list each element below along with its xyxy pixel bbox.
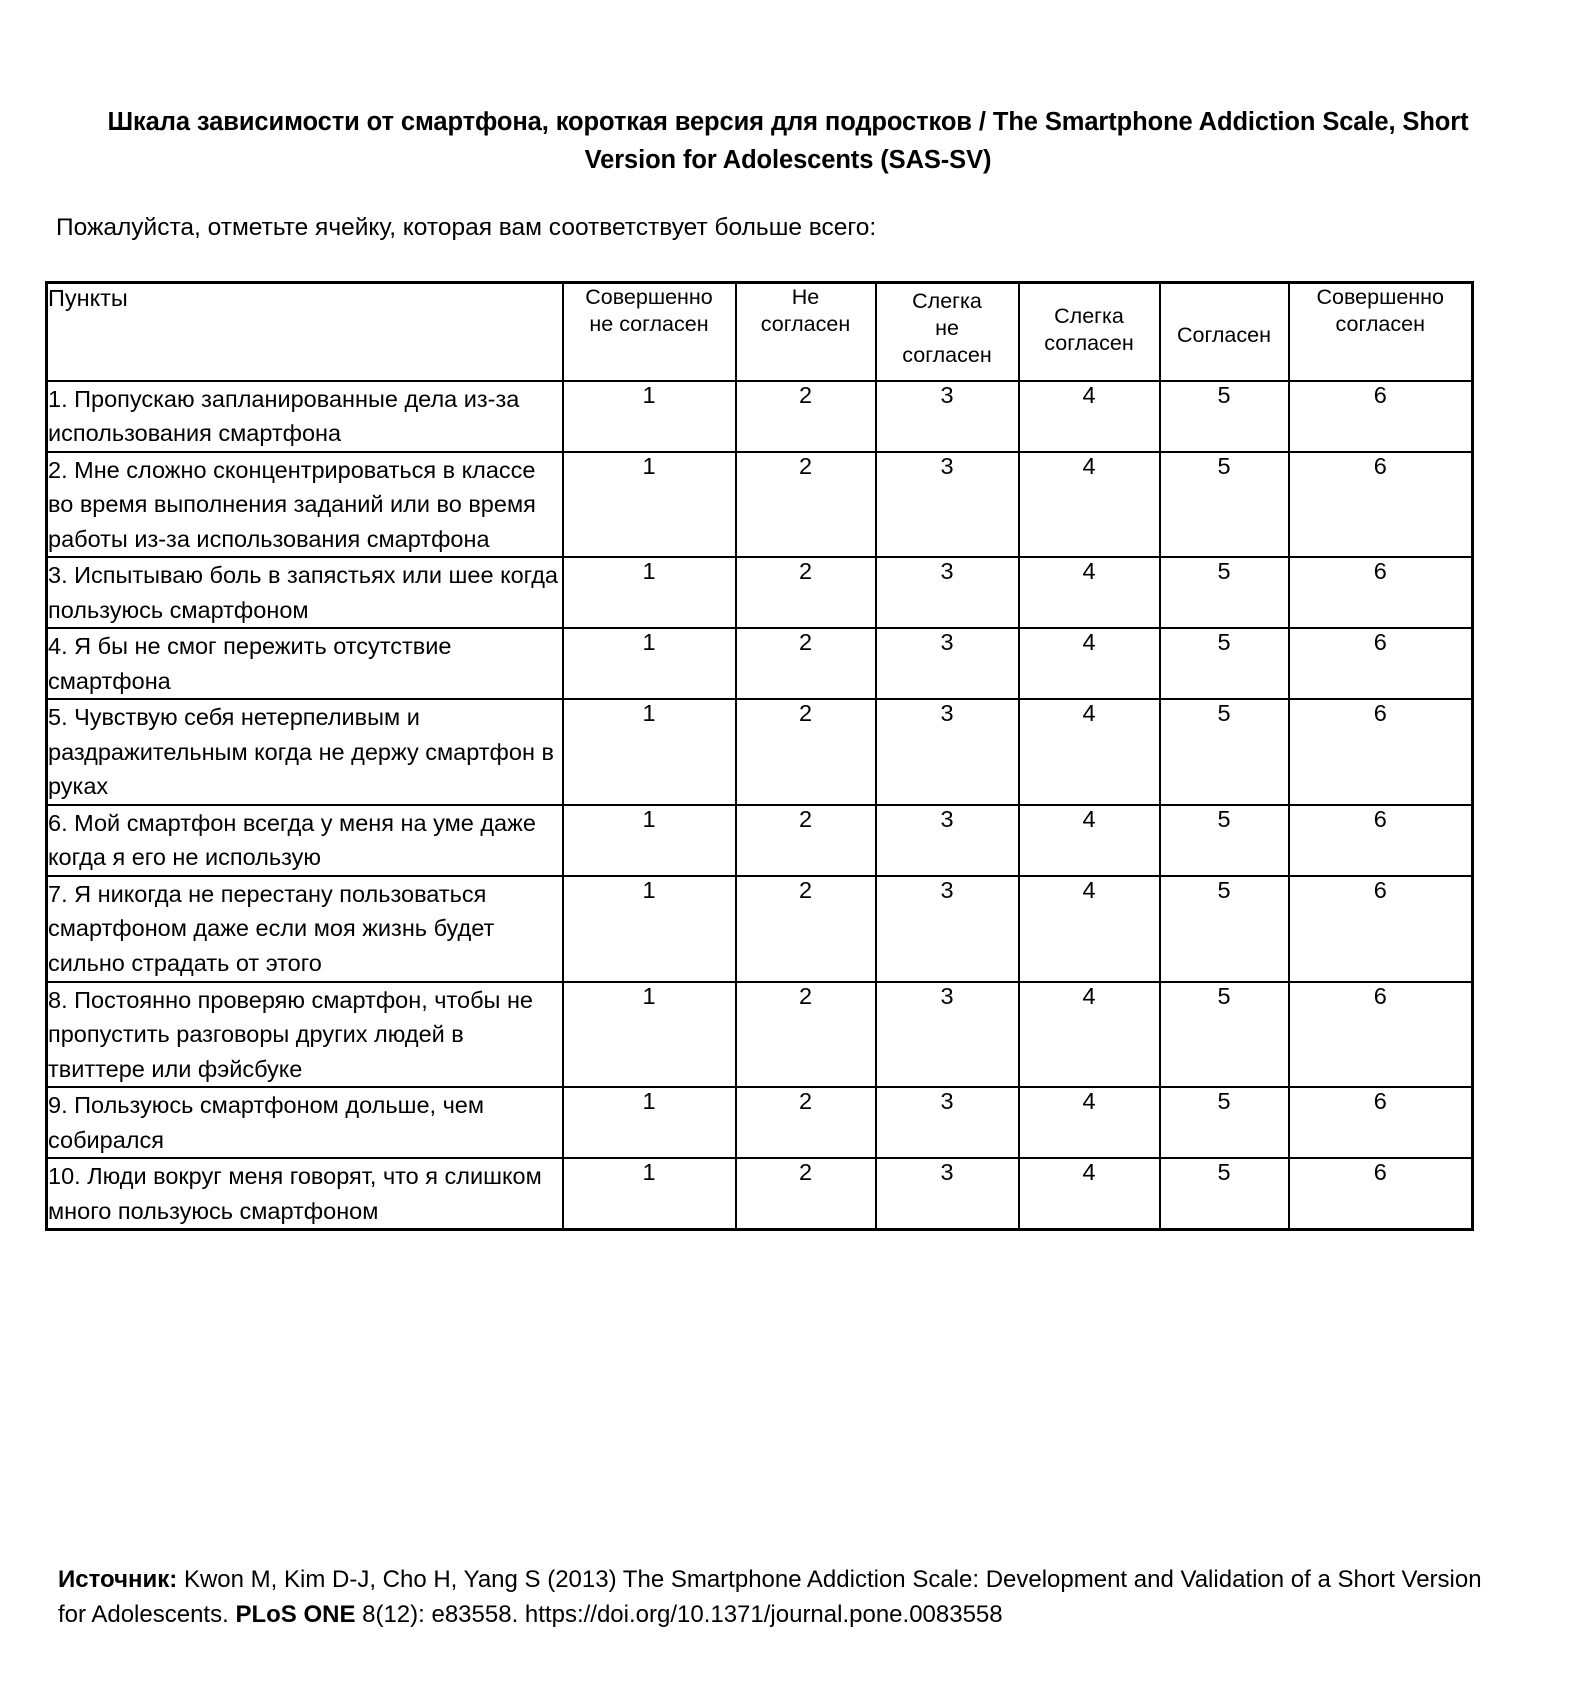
score-cell-3[interactable]: 3 — [876, 982, 1019, 1088]
table-header — [47, 283, 1473, 381]
item-text: 9. Пользуюсь смартфоном дольше, чем собирался — [47, 1087, 563, 1158]
score-cell-5[interactable]: 5 — [1160, 805, 1289, 876]
sas-sv-table — [45, 281, 1474, 1231]
score-cell-6[interactable]: 6 — [1289, 628, 1473, 699]
score-cell-4[interactable]: 4 — [1019, 452, 1160, 558]
score-cell-2[interactable]: 2 — [736, 876, 876, 982]
score-cell-5[interactable]: 5 — [1160, 982, 1289, 1088]
score-cell-1[interactable]: 1 — [563, 982, 736, 1088]
score-cell-4[interactable]: 4 — [1019, 699, 1160, 805]
table-row — [47, 557, 1473, 628]
score-cell-2[interactable]: 2 — [736, 805, 876, 876]
header-line-2: согласен — [760, 312, 851, 337]
instruction-text: Пожалуйста, отметьте ячейку, которая вам соответствует больше всего: — [56, 214, 877, 241]
score-cell-4[interactable]: 4 — [1019, 381, 1160, 452]
score-cell-1[interactable]: 1 — [563, 805, 736, 876]
item-text: 5. Чувствую себя нетерпеливым и раздражительным когда не держу смартфон в руках — [47, 699, 563, 805]
score-cell-4[interactable]: 4 — [1019, 982, 1160, 1088]
score-cell-6[interactable]: 6 — [1289, 982, 1473, 1088]
score-cell-1[interactable]: 1 — [563, 557, 736, 628]
score-cell-4[interactable]: 4 — [1019, 805, 1160, 876]
source-citation-line1: Kwon M, Kim D-J, Cho H, Yang S (2013) The Smartphone Addiction Scale: Development and Validation of — [177, 1566, 1311, 1593]
item-text: 1. Пропускаю запланированные дела из-за использования смартфона — [47, 381, 563, 452]
column-header-slightly-disagree — [876, 283, 1019, 381]
score-cell-2[interactable]: 2 — [736, 557, 876, 628]
item-text: 10. Люди вокруг меня говорят, что я слишком много пользуюсь смартфоном — [47, 1158, 563, 1230]
column-header-strongly-disagree — [563, 283, 736, 381]
source-label: Источник: — [58, 1566, 178, 1593]
header-line-2: согласен — [1044, 331, 1134, 356]
header-line-2: не согласен — [589, 312, 709, 337]
item-text: 8. Постоянно проверяю смартфон, чтобы не пропустить разговоры других людей в твиттере или фэйсбуке — [47, 982, 563, 1088]
score-cell-6[interactable]: 6 — [1289, 1158, 1473, 1230]
score-cell-3[interactable]: 3 — [876, 699, 1019, 805]
score-cell-2[interactable]: 2 — [736, 381, 876, 452]
score-cell-2[interactable]: 2 — [736, 628, 876, 699]
table-row — [47, 628, 1473, 699]
score-cell-5[interactable]: 5 — [1160, 381, 1289, 452]
score-cell-1[interactable]: 1 — [563, 1158, 736, 1230]
table-row — [47, 982, 1473, 1088]
score-cell-6[interactable]: 6 — [1289, 557, 1473, 628]
score-cell-2[interactable]: 2 — [736, 1087, 876, 1158]
score-cell-5[interactable]: 5 — [1160, 557, 1289, 628]
score-cell-4[interactable]: 4 — [1019, 1158, 1160, 1230]
column-header-disagree — [736, 283, 876, 381]
score-cell-4[interactable]: 4 — [1019, 1087, 1160, 1158]
item-text: 2. Мне сложно сконцентрироваться в классе во время выполнения заданий или во время работы из-за использования смартфона — [47, 452, 563, 558]
table-row — [47, 1087, 1473, 1158]
score-cell-1[interactable]: 1 — [563, 628, 736, 699]
score-cell-3[interactable]: 3 — [876, 805, 1019, 876]
score-cell-5[interactable]: 5 — [1160, 628, 1289, 699]
table-row — [47, 381, 1473, 452]
table-row — [47, 452, 1473, 558]
table-row — [47, 876, 1473, 982]
score-cell-1[interactable]: 1 — [563, 876, 736, 982]
score-cell-3[interactable]: 3 — [876, 381, 1019, 452]
score-cell-3[interactable]: 3 — [876, 1158, 1019, 1230]
score-cell-5[interactable]: 5 — [1160, 452, 1289, 558]
header-line-2: согласен — [1335, 312, 1425, 337]
header-line-1: Совершенно — [585, 285, 713, 309]
item-text: 7. Я никогда не перестану пользоваться смартфоном даже если моя жизнь будет сильно страдать от этого — [47, 876, 563, 982]
score-cell-2[interactable]: 2 — [736, 452, 876, 558]
header-line-1: Согласен — [1177, 323, 1271, 347]
column-header-strongly-agree — [1289, 283, 1473, 381]
item-text: 4. Я бы не смог пережить отсутствие смартфона — [47, 628, 563, 699]
item-text: 3. Испытываю боль в запястьях или шее когда пользуюсь смартфоном — [47, 557, 563, 628]
score-cell-4[interactable]: 4 — [1019, 557, 1160, 628]
score-cell-4[interactable]: 4 — [1019, 628, 1160, 699]
column-header-items: Пункты — [47, 283, 563, 381]
score-cell-3[interactable]: 3 — [876, 876, 1019, 982]
score-cell-6[interactable]: 6 — [1289, 1087, 1473, 1158]
header-line-1: Слегка — [1054, 304, 1124, 328]
source-line2-part2: 8(12): e83558. https://doi.org/10.1371/journal.pone.0083558 — [355, 1600, 1003, 1628]
source-citation — [58, 1563, 1508, 1633]
source-line2-part1: a Short Version for Adolescents. — [58, 1566, 1482, 1628]
score-cell-4[interactable]: 4 — [1019, 876, 1160, 982]
table-body — [47, 381, 1473, 1230]
page-title: Шкала зависимости от смартфона, короткая версия для подростков / The Smartphone Addiction Scale, Short Version for Adolescents (SAS-SV) — [107, 108, 1469, 174]
score-cell-5[interactable]: 5 — [1160, 876, 1289, 982]
column-header-slightly-agree — [1019, 283, 1160, 381]
score-cell-3[interactable]: 3 — [876, 1087, 1019, 1158]
score-cell-2[interactable]: 2 — [736, 699, 876, 805]
header-line-3: согласен — [902, 343, 992, 368]
score-cell-1[interactable]: 1 — [563, 1087, 736, 1158]
header-line-1: Совершенно — [1316, 285, 1444, 309]
header-line-1: Не — [791, 285, 820, 309]
score-cell-5[interactable]: 5 — [1160, 1087, 1289, 1158]
score-cell-6[interactable]: 6 — [1289, 452, 1473, 558]
score-cell-1[interactable]: 1 — [563, 381, 736, 452]
column-header-agree — [1160, 283, 1289, 381]
score-cell-6[interactable]: 6 — [1289, 699, 1473, 805]
score-cell-3[interactable]: 3 — [876, 557, 1019, 628]
score-cell-5[interactable]: 5 — [1160, 1158, 1289, 1230]
score-cell-1[interactable]: 1 — [563, 699, 736, 805]
header-line-2: не — [935, 316, 959, 341]
header-line-1: Слегка — [912, 289, 982, 313]
journal-name: PLoS ONE — [235, 1600, 356, 1628]
table-header-row — [47, 283, 1473, 381]
score-cell-2[interactable]: 2 — [736, 982, 876, 1088]
score-cell-6[interactable]: 6 — [1289, 805, 1473, 876]
score-cell-2[interactable]: 2 — [736, 1158, 876, 1230]
item-text: 6. Мой смартфон всегда у меня на уме даже когда я его не использую — [47, 805, 563, 876]
table-row — [47, 1158, 1473, 1230]
score-cell-1[interactable]: 1 — [563, 452, 736, 558]
score-cell-6[interactable]: 6 — [1289, 381, 1473, 452]
table-row — [47, 805, 1473, 876]
score-cell-3[interactable]: 3 — [876, 628, 1019, 699]
score-cell-6[interactable]: 6 — [1289, 876, 1473, 982]
table-row — [47, 699, 1473, 805]
score-cell-3[interactable]: 3 — [876, 452, 1019, 558]
score-cell-5[interactable]: 5 — [1160, 699, 1289, 805]
